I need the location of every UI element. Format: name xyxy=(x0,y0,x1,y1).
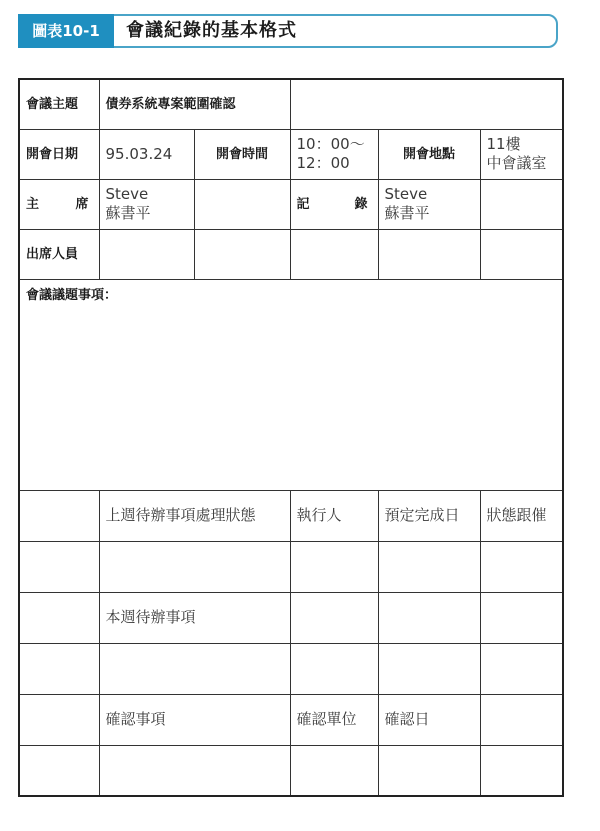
grid-cell xyxy=(19,541,99,592)
chair-label xyxy=(19,179,99,229)
grid-cell xyxy=(480,541,563,592)
agenda-label: 會議議題事項： xyxy=(19,279,563,490)
recorder-label-char1: 記 xyxy=(296,196,310,212)
recorder-name-zh: 蘇書平 xyxy=(384,204,430,222)
blank-row xyxy=(19,643,563,694)
grid-cell xyxy=(19,592,99,643)
attendees-cell xyxy=(480,229,563,279)
grid-cell xyxy=(290,541,378,592)
location-label: 開會地點 xyxy=(378,129,480,179)
time-end: 12：00 xyxy=(296,154,350,172)
attendees-cell xyxy=(378,229,480,279)
grid-cell xyxy=(290,745,378,796)
agenda-row xyxy=(19,279,563,490)
time-label: 開會時間 xyxy=(194,129,290,179)
figure-header xyxy=(18,14,558,48)
this-week-todo-header: 本週待辦事項 xyxy=(99,592,290,643)
date-label: 開會日期 xyxy=(19,129,99,179)
chair-blank-cell xyxy=(194,179,290,229)
grid-cell xyxy=(378,541,480,592)
time-value xyxy=(290,129,378,179)
grid-cell xyxy=(378,592,480,643)
attendees-cell xyxy=(290,229,378,279)
grid-cell xyxy=(378,745,480,796)
grid-cell xyxy=(378,643,480,694)
last-week-status-header: 上週待辦事項處理狀態 xyxy=(99,490,290,541)
recorder-label xyxy=(290,179,378,229)
topic-label: 會議主題 xyxy=(19,79,99,129)
chair-value xyxy=(99,179,194,229)
grid-cell xyxy=(99,643,290,694)
recorder-name-en: Steve xyxy=(384,185,428,203)
date-row xyxy=(19,129,563,179)
attendees-row xyxy=(19,229,563,279)
topic-blank-cell xyxy=(290,79,563,129)
grid-cell xyxy=(290,643,378,694)
grid-cell xyxy=(480,694,563,745)
grid-cell xyxy=(480,643,563,694)
time-start: 10：00～ xyxy=(296,135,365,153)
recorder-label-char2: 錄 xyxy=(354,196,368,212)
grid-cell xyxy=(480,745,563,796)
executor-header: 執行人 xyxy=(290,490,378,541)
chair-label-char2: 席 xyxy=(75,196,89,212)
attendees-label: 出席人員 xyxy=(19,229,99,279)
status-header-row xyxy=(19,490,563,541)
attendees-cell xyxy=(194,229,290,279)
this-week-row xyxy=(19,592,563,643)
blank-row xyxy=(19,745,563,796)
topic-value: 債券系統專案範圍確認 xyxy=(99,79,290,129)
grid-cell xyxy=(19,745,99,796)
recorder-blank-cell xyxy=(480,179,563,229)
attendees-cell xyxy=(99,229,194,279)
confirm-date-header: 確認日 xyxy=(378,694,480,745)
grid-cell xyxy=(99,541,290,592)
grid-cell xyxy=(99,745,290,796)
due-date-header: 預定完成日 xyxy=(378,490,480,541)
location-room: 中會議室 xyxy=(486,154,547,172)
date-value: 95.03.24 xyxy=(99,129,194,179)
confirm-items-header: 確認事項 xyxy=(99,694,290,745)
confirm-unit-header: 確認單位 xyxy=(290,694,378,745)
topic-row xyxy=(19,79,563,129)
grid-cell xyxy=(290,592,378,643)
grid-cell xyxy=(19,694,99,745)
location-value xyxy=(480,129,563,179)
status-tracking-header: 狀態跟催 xyxy=(480,490,563,541)
grid-cell xyxy=(19,643,99,694)
location-floor: 11樓 xyxy=(486,135,521,153)
chair-label-char1: 主 xyxy=(26,196,40,212)
blank-row xyxy=(19,541,563,592)
grid-cell xyxy=(19,490,99,541)
chair-name-zh: 蘇書平 xyxy=(105,204,151,222)
grid-cell xyxy=(480,592,563,643)
recorder-value xyxy=(378,179,480,229)
meeting-minutes-form xyxy=(18,78,564,797)
chair-name-en: Steve xyxy=(105,185,149,203)
chair-row xyxy=(19,179,563,229)
figure-title: 會議紀錄的基本格式 xyxy=(126,20,297,41)
confirm-header-row xyxy=(19,694,563,745)
figure-number-tag: 圖表10-1 xyxy=(18,14,114,48)
